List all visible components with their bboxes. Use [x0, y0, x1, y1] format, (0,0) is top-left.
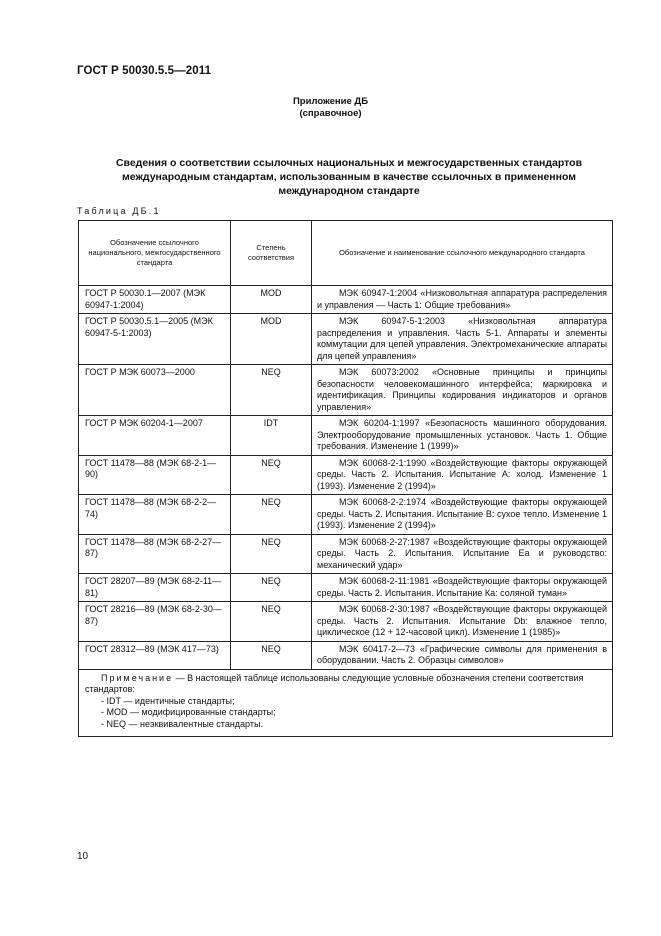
header-international-standard: Обозначение и наименование ссылочного международного стандарта [312, 221, 613, 286]
cell-national: ГОСТ 28216—89 (МЭК 68-2-30—87) [79, 602, 231, 642]
note-item: - NEQ — неэквивалентные стандарты. [101, 718, 263, 729]
cell-degree: NEQ [231, 495, 312, 535]
cell-degree: NEQ [231, 534, 312, 574]
annex-heading: Сведения о соответствии ссылочных национальных и межгосударственных стандартов международным стандартам, использованным в качестве ссылочных в примененном международном стандарте [115, 157, 583, 197]
note-text: — В настоящей таблице использованы следующие условные обозначения степени соответствия стандартов: [85, 672, 584, 694]
header-degree: Степень соответствия [231, 221, 312, 286]
cell-international: МЭК 60068-2-2:1974 «Воздействующие факторы окружающей среды. Часть 2. Испытания. Испытание В: сухое тепло. Изменение 1 (1993). Изменение 2 (1994)» [312, 495, 613, 535]
table-note [79, 669, 613, 737]
cell-international: МЭК 60417-2—73 «Графические символы для применения в оборудовании. Часть 2. Образцы символов» [312, 641, 613, 669]
cell-national: ГОСТ 28207—89 (МЭК 68-2-11—81) [79, 574, 231, 602]
table-row [79, 455, 613, 495]
cell-degree: NEQ [231, 641, 312, 669]
note-item: - MOD — модифицированные стандарты; [101, 707, 276, 717]
cell-national: ГОСТ Р МЭК 60073—2000 [79, 365, 231, 416]
table-row [79, 602, 613, 642]
table-header-row [79, 221, 613, 286]
cell-degree: NEQ [231, 455, 312, 495]
note-label: Примечание [101, 672, 174, 683]
cell-degree: NEQ [231, 574, 312, 602]
cell-degree: MOD [231, 314, 312, 365]
cell-international: МЭК 60947-1:2004 «Низковольтная аппаратура распределения и управления — Часть 1: Общие требования» [312, 286, 613, 314]
header-national-standard: Обозначение ссылочного национального, межгосударственного стандарта [79, 221, 231, 286]
annex-title: Приложение ДБ [292, 96, 369, 107]
cell-international: МЭК 60204-1:1997 «Безопасность машинного оборудования. Электрооборудование промышленных установок. Часть 1. Общие требования. Изменение 1 (1999)» [312, 416, 613, 456]
cell-international: МЭК 60947-5-1:2003 «Низковольтная аппаратура распределения и управления. Часть 5-1. Аппараты и элементы коммутации для цепей управления. Электромеханические аппараты для цепей управления» [312, 314, 613, 365]
table-row [79, 534, 613, 574]
cell-international: МЭК 60068-2-11:1981 «Воздействующие факторы окружающей среды. Часть 2. Испытания. Испытание Ка: соляной туман» [312, 574, 613, 602]
table-row [79, 314, 613, 365]
cell-international: МЭК 60073:2002 «Основные принципы и принципы безопасности человекомашинного интерфейса; маркировка и идентификация. Принципы кодирования индикаторов и органов управления» [312, 365, 613, 416]
cell-degree: NEQ [231, 365, 312, 416]
annex-header [0, 96, 661, 120]
cell-national: ГОСТ Р 50030.1—2007 (МЭК 60947-1:2004) [79, 286, 231, 314]
table-note-row [79, 669, 613, 737]
cell-degree: NEQ [231, 602, 312, 642]
note-item: - IDT — идентичные стандарты; [101, 695, 235, 706]
cell-national: ГОСТ Р 50030.5.1—2005 (МЭК 60947-5-1:2003) [79, 314, 231, 365]
table-row [79, 416, 613, 456]
table-row [79, 641, 613, 669]
document-code: ГОСТ Р 50030.5.5—2011 [77, 65, 212, 77]
cell-international: МЭК 60068-2-27:1987 «Воздействующие факторы окружающей среды. Часть 2. Испытания. Испытание Еа и руководство: механический удар» [312, 534, 613, 574]
cell-international: МЭК 60068-2-30:1987 «Воздействующие факторы окружающей среды. Часть 2. Испытания. Испытание Db: влажное тепло, циклическое (12 + 12-часовой цикл). Изменение 1 (1985)» [312, 602, 613, 642]
cell-national: ГОСТ 28312—89 (МЭК 417—73) [79, 641, 231, 669]
note-paragraph [85, 673, 607, 696]
cell-degree: MOD [231, 286, 312, 314]
cell-national: ГОСТ 11478—88 (МЭК 68-2-27—87) [79, 534, 231, 574]
table-caption: Таблица ДБ.1 [77, 206, 161, 216]
table-row [79, 286, 613, 314]
cell-national: ГОСТ Р МЭК 60204-1—2007 [79, 416, 231, 456]
annex-subtitle: (справочное) [299, 108, 362, 119]
correspondence-table [78, 220, 613, 737]
cell-national: ГОСТ 11478—88 (МЭК 68-2-2—74) [79, 495, 231, 535]
cell-degree: IDT [231, 416, 312, 456]
cell-national: ГОСТ 11478—88 (МЭК 68-2-1—90) [79, 455, 231, 495]
table-row [79, 574, 613, 602]
page-number: 10 [77, 851, 89, 862]
table-row [79, 365, 613, 416]
table-row [79, 495, 613, 535]
cell-international: МЭК 60068-2-1:1990 «Воздействующие факторы окружающей среды. Часть 2. Испытания. Испытание А: холод. Изменение 1 (1993). Изменение 2 (1994)» [312, 455, 613, 495]
